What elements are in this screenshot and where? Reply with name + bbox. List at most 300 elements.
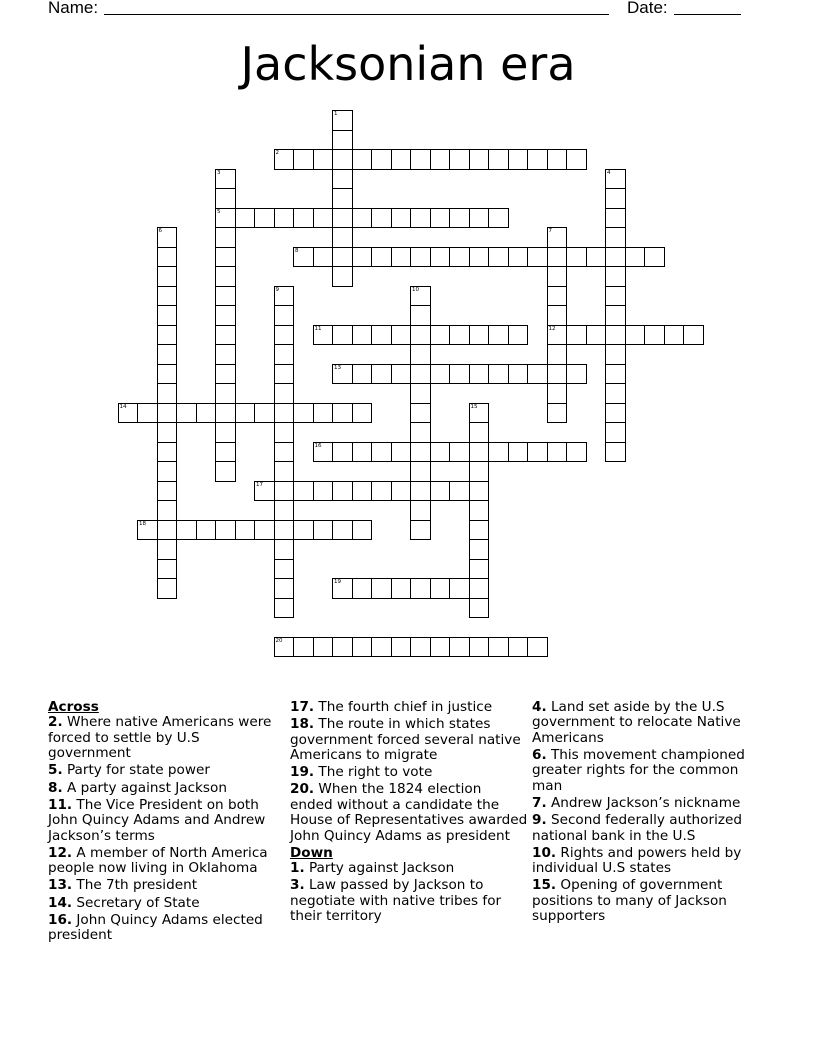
crossword-cell[interactable] [566,149,587,170]
crossword-cell[interactable] [508,247,529,268]
crossword-cell[interactable] [508,637,529,658]
crossword-cell[interactable] [469,598,490,619]
crossword-cell[interactable] [605,247,626,268]
crossword-cell[interactable] [430,637,451,658]
crossword-cell[interactable] [469,364,490,385]
crossword-cell[interactable] [274,637,295,658]
crossword-cell[interactable] [605,325,626,346]
crossword-cell[interactable] [157,325,178,346]
crossword-cell[interactable] [605,305,626,326]
clue-down-1 [290,861,528,876]
crossword-cell[interactable] [332,364,353,385]
crossword-cell[interactable] [196,520,217,541]
crossword-cell[interactable] [332,481,353,502]
crossword-cell[interactable] [313,403,334,424]
crossword-cell[interactable] [274,403,295,424]
clues-column-1 [48,700,280,945]
crossword-cell[interactable] [527,442,548,463]
crossword-cell[interactable] [157,286,178,307]
crossword-cell[interactable] [235,403,256,424]
crossword-cell[interactable] [352,364,373,385]
crossword-cell[interactable] [215,169,236,190]
crossword-cell[interactable] [332,578,353,599]
crossword-cell[interactable] [410,247,431,268]
clue-text: A party against Jackson [66,779,227,796]
crossword-cell[interactable] [430,364,451,385]
clue-number: 11. [48,796,73,813]
crossword-cell[interactable] [332,403,353,424]
crossword-cell[interactable] [137,403,158,424]
crossword-cell[interactable] [469,442,490,463]
crossword-cell[interactable] [157,442,178,463]
crossword-cell[interactable] [430,208,451,229]
crossword-cell[interactable] [527,247,548,268]
crossword-cell[interactable] [313,325,334,346]
cell-number: 2 [275,150,279,156]
crossword-cell[interactable] [469,208,490,229]
crossword-cell[interactable] [488,364,509,385]
crossword-cell[interactable] [254,403,275,424]
crossword-cell[interactable] [391,578,412,599]
crossword-cell[interactable] [527,364,548,385]
crossword-cell[interactable] [274,305,295,326]
crossword-cell[interactable] [410,520,431,541]
crossword-cell[interactable] [352,149,373,170]
crossword-cell[interactable] [410,442,431,463]
clue-across-17 [290,700,528,715]
crossword-cell[interactable] [430,578,451,599]
crossword-cell[interactable] [293,481,314,502]
crossword-cell[interactable] [215,208,236,229]
crossword-cell[interactable] [313,442,334,463]
crossword-cell[interactable] [410,286,431,307]
crossword-cell[interactable] [547,286,568,307]
name-label: Name: [48,0,99,17]
crossword-cell[interactable] [449,149,470,170]
crossword-cell[interactable] [488,247,509,268]
crossword-cell[interactable] [157,344,178,365]
clue-down-10 [532,846,752,877]
crossword-cell[interactable] [547,383,568,404]
crossword-cell[interactable] [410,578,431,599]
crossword-cell[interactable] [118,403,139,424]
crossword-cell[interactable] [547,247,568,268]
crossword-cell[interactable] [449,578,470,599]
crossword-cell[interactable] [371,442,392,463]
crossword-cell[interactable] [371,481,392,502]
crossword-cell[interactable] [332,149,353,170]
clue-across-14 [48,896,280,911]
crossword-cell[interactable] [352,325,373,346]
crossword-cell[interactable] [605,442,626,463]
crossword-cell[interactable] [527,637,548,658]
crossword-cell[interactable] [157,539,178,560]
crossword-cell[interactable] [332,520,353,541]
crossword-cell[interactable] [410,364,431,385]
crossword-cell[interactable] [371,325,392,346]
crossword-cell[interactable] [332,637,353,658]
crossword-cell[interactable] [449,637,470,658]
crossword-cell[interactable] [566,247,587,268]
crossword-cell[interactable] [410,461,431,482]
crossword-cell[interactable] [274,578,295,599]
clue-text: Party for state power [66,762,210,779]
crossword-cell[interactable] [488,442,509,463]
crossword-cell[interactable] [391,149,412,170]
crossword-cell[interactable] [469,578,490,599]
crossword-cell[interactable] [215,442,236,463]
crossword-cell[interactable] [352,637,373,658]
clue-text: When the 1824 election ended without a candidate the House of Representatives awarded John Quincy Adams as president [290,781,528,844]
crossword-cell[interactable] [586,325,607,346]
clue-number: 7. [532,795,547,812]
crossword-cell[interactable] [469,559,490,580]
crossword-cell[interactable] [605,286,626,307]
crossword-cell[interactable] [547,403,568,424]
crossword-cell[interactable] [469,520,490,541]
crossword-cell[interactable] [449,208,470,229]
crossword-cell[interactable] [410,325,431,346]
crossword-cell[interactable] [137,520,158,541]
crossword-cell[interactable] [391,481,412,502]
crossword-cell[interactable] [313,481,334,502]
crossword-cell[interactable] [332,169,353,190]
crossword-cell[interactable] [664,325,685,346]
crossword-cell[interactable] [215,325,236,346]
clue-across-20 [290,782,528,844]
clue-number: 18. [290,716,315,733]
crossword-cell[interactable] [527,149,548,170]
crossword-cell[interactable] [605,383,626,404]
cell-number: 19 [334,579,341,585]
crossword-cell[interactable] [488,149,509,170]
crossword-cell[interactable] [274,539,295,560]
crossword-cell[interactable] [157,403,178,424]
crossword-cell[interactable] [293,403,314,424]
crossword-cell[interactable] [215,403,236,424]
crossword-cell[interactable] [469,247,490,268]
crossword-cell[interactable] [371,247,392,268]
crossword-cell[interactable] [274,481,295,502]
clue-number: 16. [48,911,73,928]
crossword-cell[interactable] [410,208,431,229]
cell-number: 5 [217,208,221,215]
crossword-cell[interactable] [157,383,178,404]
crossword-cell[interactable] [313,520,334,541]
clue-text: Opening of government positions to many of Jackson supporters [532,877,727,925]
crossword-cell[interactable] [235,208,256,229]
crossword-cell[interactable] [352,247,373,268]
crossword-cell[interactable] [391,247,412,268]
crossword-cell[interactable] [586,247,607,268]
crossword-cell[interactable] [274,344,295,365]
crossword-cell[interactable] [215,247,236,268]
crossword-cell[interactable] [352,578,373,599]
crossword-cell[interactable] [469,325,490,346]
crossword-cell[interactable] [157,481,178,502]
clues-column-3 [532,700,752,926]
crossword-cell[interactable] [566,325,587,346]
crossword-cell[interactable] [274,422,295,443]
crossword-cell[interactable] [274,208,295,229]
crossword-cell[interactable] [274,500,295,521]
crossword-cell[interactable] [254,481,275,502]
crossword-cell[interactable] [508,364,529,385]
crossword-cell[interactable] [274,364,295,385]
crossword-cell[interactable] [332,208,353,229]
crossword-cell[interactable] [469,500,490,521]
clue-number: 15. [532,877,557,894]
crossword-cell[interactable] [547,364,568,385]
crossword-cell[interactable] [157,305,178,326]
crossword-cell[interactable] [293,247,314,268]
clue-number: 1. [290,860,305,877]
crossword-cell[interactable] [274,325,295,346]
crossword-cell[interactable] [625,247,646,268]
crossword-cell[interactable] [449,364,470,385]
crossword-cell[interactable] [293,637,314,658]
crossword-cell[interactable] [274,461,295,482]
clue-text: Andrew Jackson’s nickname [550,795,741,812]
crossword-cell[interactable] [430,247,451,268]
crossword-cell[interactable] [605,422,626,443]
crossword-cell[interactable] [469,403,490,424]
crossword-cell[interactable] [293,149,314,170]
clue-text: John Quincy Adams elected president [48,911,263,944]
crossword-cell[interactable] [644,247,665,268]
crossword-cell[interactable] [566,442,587,463]
cell-number: 14 [119,403,127,410]
clue-text: Secretary of State [76,894,200,911]
crossword-cell[interactable] [449,325,470,346]
crossword-cell[interactable] [391,637,412,658]
crossword-cell[interactable] [488,325,509,346]
crossword-cell[interactable] [371,208,392,229]
crossword-cell[interactable] [215,344,236,365]
crossword-cell[interactable] [449,247,470,268]
clue-number: 2. [48,714,63,731]
crossword-cell[interactable] [410,305,431,326]
crossword-cell[interactable] [274,286,295,307]
cell-number: 15 [470,403,478,410]
crossword-cell[interactable] [469,637,490,658]
crossword-cell[interactable] [644,325,665,346]
crossword-cell[interactable] [274,383,295,404]
crossword-cell[interactable] [508,325,529,346]
crossword-cell[interactable] [215,305,236,326]
cell-number: 20 [275,637,283,644]
crossword-cell[interactable] [274,559,295,580]
down-heading: Down [290,844,333,861]
crossword-cell[interactable] [449,481,470,502]
crossword-cell[interactable] [391,364,412,385]
crossword-cell[interactable] [410,500,431,521]
clue-text: The Vice President on both John Quincy Adams and Andrew Jackson’s terms [48,796,266,844]
cell-number: 13 [334,364,341,371]
crossword-cell[interactable] [410,149,431,170]
crossword-cell[interactable] [625,325,646,346]
crossword-cell[interactable] [157,422,178,443]
crossword-cell[interactable] [352,403,373,424]
crossword-cell[interactable] [157,578,178,599]
crossword-cell[interactable] [313,149,334,170]
clue-down-4 [532,700,752,746]
crossword-cell[interactable] [332,227,353,248]
crossword-cell[interactable] [157,461,178,482]
crossword-cell[interactable] [430,481,451,502]
crossword-cell[interactable] [410,481,431,502]
crossword-cell[interactable] [215,188,236,209]
crossword-cell[interactable] [371,149,392,170]
crossword-cell[interactable] [469,539,490,560]
crossword-cell[interactable] [215,286,236,307]
crossword-cell[interactable] [469,149,490,170]
crossword-cell[interactable] [215,227,236,248]
clue-text: A member of North America people now living in Oklahoma [48,844,268,877]
crossword-cell[interactable] [488,637,509,658]
crossword-cell[interactable] [508,442,529,463]
cell-number: 9 [275,286,279,293]
crossword-cell[interactable] [196,403,217,424]
crossword-cell[interactable] [332,266,353,287]
crossword-cell[interactable] [469,461,490,482]
clue-number: 3. [290,877,305,894]
crossword-cell[interactable] [605,344,626,365]
clue-text: Law passed by Jackson to negotiate with native tribes for their territory [290,877,502,925]
crossword-cell[interactable] [605,208,626,229]
clue-text: The route in which states government forced several native Americans to migrate [290,716,521,764]
crossword-cell[interactable] [605,403,626,424]
cell-number: 11 [314,325,322,332]
page-title: Jacksonian era [240,37,576,91]
crossword-cell[interactable] [547,344,568,365]
crossword-cell[interactable] [430,442,451,463]
crossword-cell[interactable] [430,325,451,346]
crossword-cell[interactable] [176,520,197,541]
crossword-cell[interactable] [410,383,431,404]
crossword-cell[interactable] [449,442,470,463]
crossword-cell[interactable] [215,461,236,482]
crossword-cell[interactable] [215,364,236,385]
crossword-cell[interactable] [215,266,236,287]
cell-number: 16 [314,442,322,449]
cell-number: 3 [217,169,221,176]
cell-number: 10 [412,286,419,293]
crossword-cell[interactable] [488,208,509,229]
crossword-cell[interactable] [157,520,178,541]
crossword-cell[interactable] [274,520,295,541]
crossword-cell[interactable] [274,149,295,170]
clue-across-16 [48,913,280,944]
crossword-cell[interactable] [352,208,373,229]
crossword-cell[interactable] [215,383,236,404]
crossword-cell[interactable] [410,637,431,658]
date-label: Date: [627,0,668,17]
crossword-cell[interactable] [547,442,568,463]
crossword-cell[interactable] [410,344,431,365]
cell-number: 18 [139,520,146,527]
crossword-cell[interactable] [547,305,568,326]
clue-text: Party against Jackson [308,860,455,877]
crossword-cell[interactable] [332,442,353,463]
crossword-cell[interactable] [605,227,626,248]
clue-number: 6. [532,747,547,764]
clues-column-2 [290,700,528,926]
crossword-cell[interactable] [410,403,431,424]
crossword-cell[interactable] [157,266,178,287]
crossword-cell[interactable] [157,500,178,521]
crossword-cell[interactable] [293,208,314,229]
crossword-cell[interactable] [313,637,334,658]
crossword-cell[interactable] [605,266,626,287]
crossword-cell[interactable] [332,130,353,151]
crossword-cell[interactable] [683,325,704,346]
crossword-cell[interactable] [176,403,197,424]
clue-across-5 [48,763,280,778]
crossword-cell[interactable] [215,520,236,541]
clue-number: 17. [290,699,315,715]
crossword-cell[interactable] [469,481,490,502]
crossword-cell[interactable] [332,325,353,346]
crossword-cell[interactable] [605,188,626,209]
crossword-cell[interactable] [547,227,568,248]
crossword-cell[interactable] [605,169,626,190]
clue-number: 13. [48,877,73,894]
clue-across-8 [48,781,280,796]
crossword-cell[interactable] [371,578,392,599]
crossword-cell[interactable] [391,208,412,229]
clue-number: 12. [48,844,73,861]
crossword-cell[interactable] [352,442,373,463]
crossword-cell[interactable] [352,520,373,541]
crossword-cell[interactable] [469,422,490,443]
crossword-cell[interactable] [157,247,178,268]
crossword-cell[interactable] [547,149,568,170]
crossword-cell[interactable] [605,364,626,385]
crossword-cell[interactable] [430,149,451,170]
cell-number: 17 [256,481,263,488]
crossword-cell[interactable] [566,364,587,385]
crossword-cell[interactable] [332,110,353,131]
crossword-cell[interactable] [157,559,178,580]
crossword-cell[interactable] [293,520,314,541]
crossword-cell[interactable] [313,247,334,268]
crossword-cell[interactable] [157,227,178,248]
crossword-cell[interactable] [157,364,178,385]
crossword-cell[interactable] [274,442,295,463]
crossword-cell[interactable] [410,422,431,443]
crossword-cell[interactable] [371,364,392,385]
crossword-cell[interactable] [547,325,568,346]
crossword-cell[interactable] [235,520,256,541]
crossword-cell[interactable] [391,442,412,463]
crossword-cell[interactable] [332,247,353,268]
crossword-cell[interactable] [274,598,295,619]
clue-number: 5. [48,762,63,779]
crossword-cell[interactable] [313,208,334,229]
crossword-cell[interactable] [215,422,236,443]
crossword-cell[interactable] [254,520,275,541]
crossword-cell[interactable] [508,149,529,170]
clue-down-15 [532,878,752,924]
crossword-cell[interactable] [371,637,392,658]
crossword-cell[interactable] [391,325,412,346]
crossword-cell[interactable] [254,208,275,229]
crossword-cell[interactable] [547,266,568,287]
clue-text: The 7th president [76,877,198,894]
crossword-cell[interactable] [332,188,353,209]
crossword-cell[interactable] [352,481,373,502]
